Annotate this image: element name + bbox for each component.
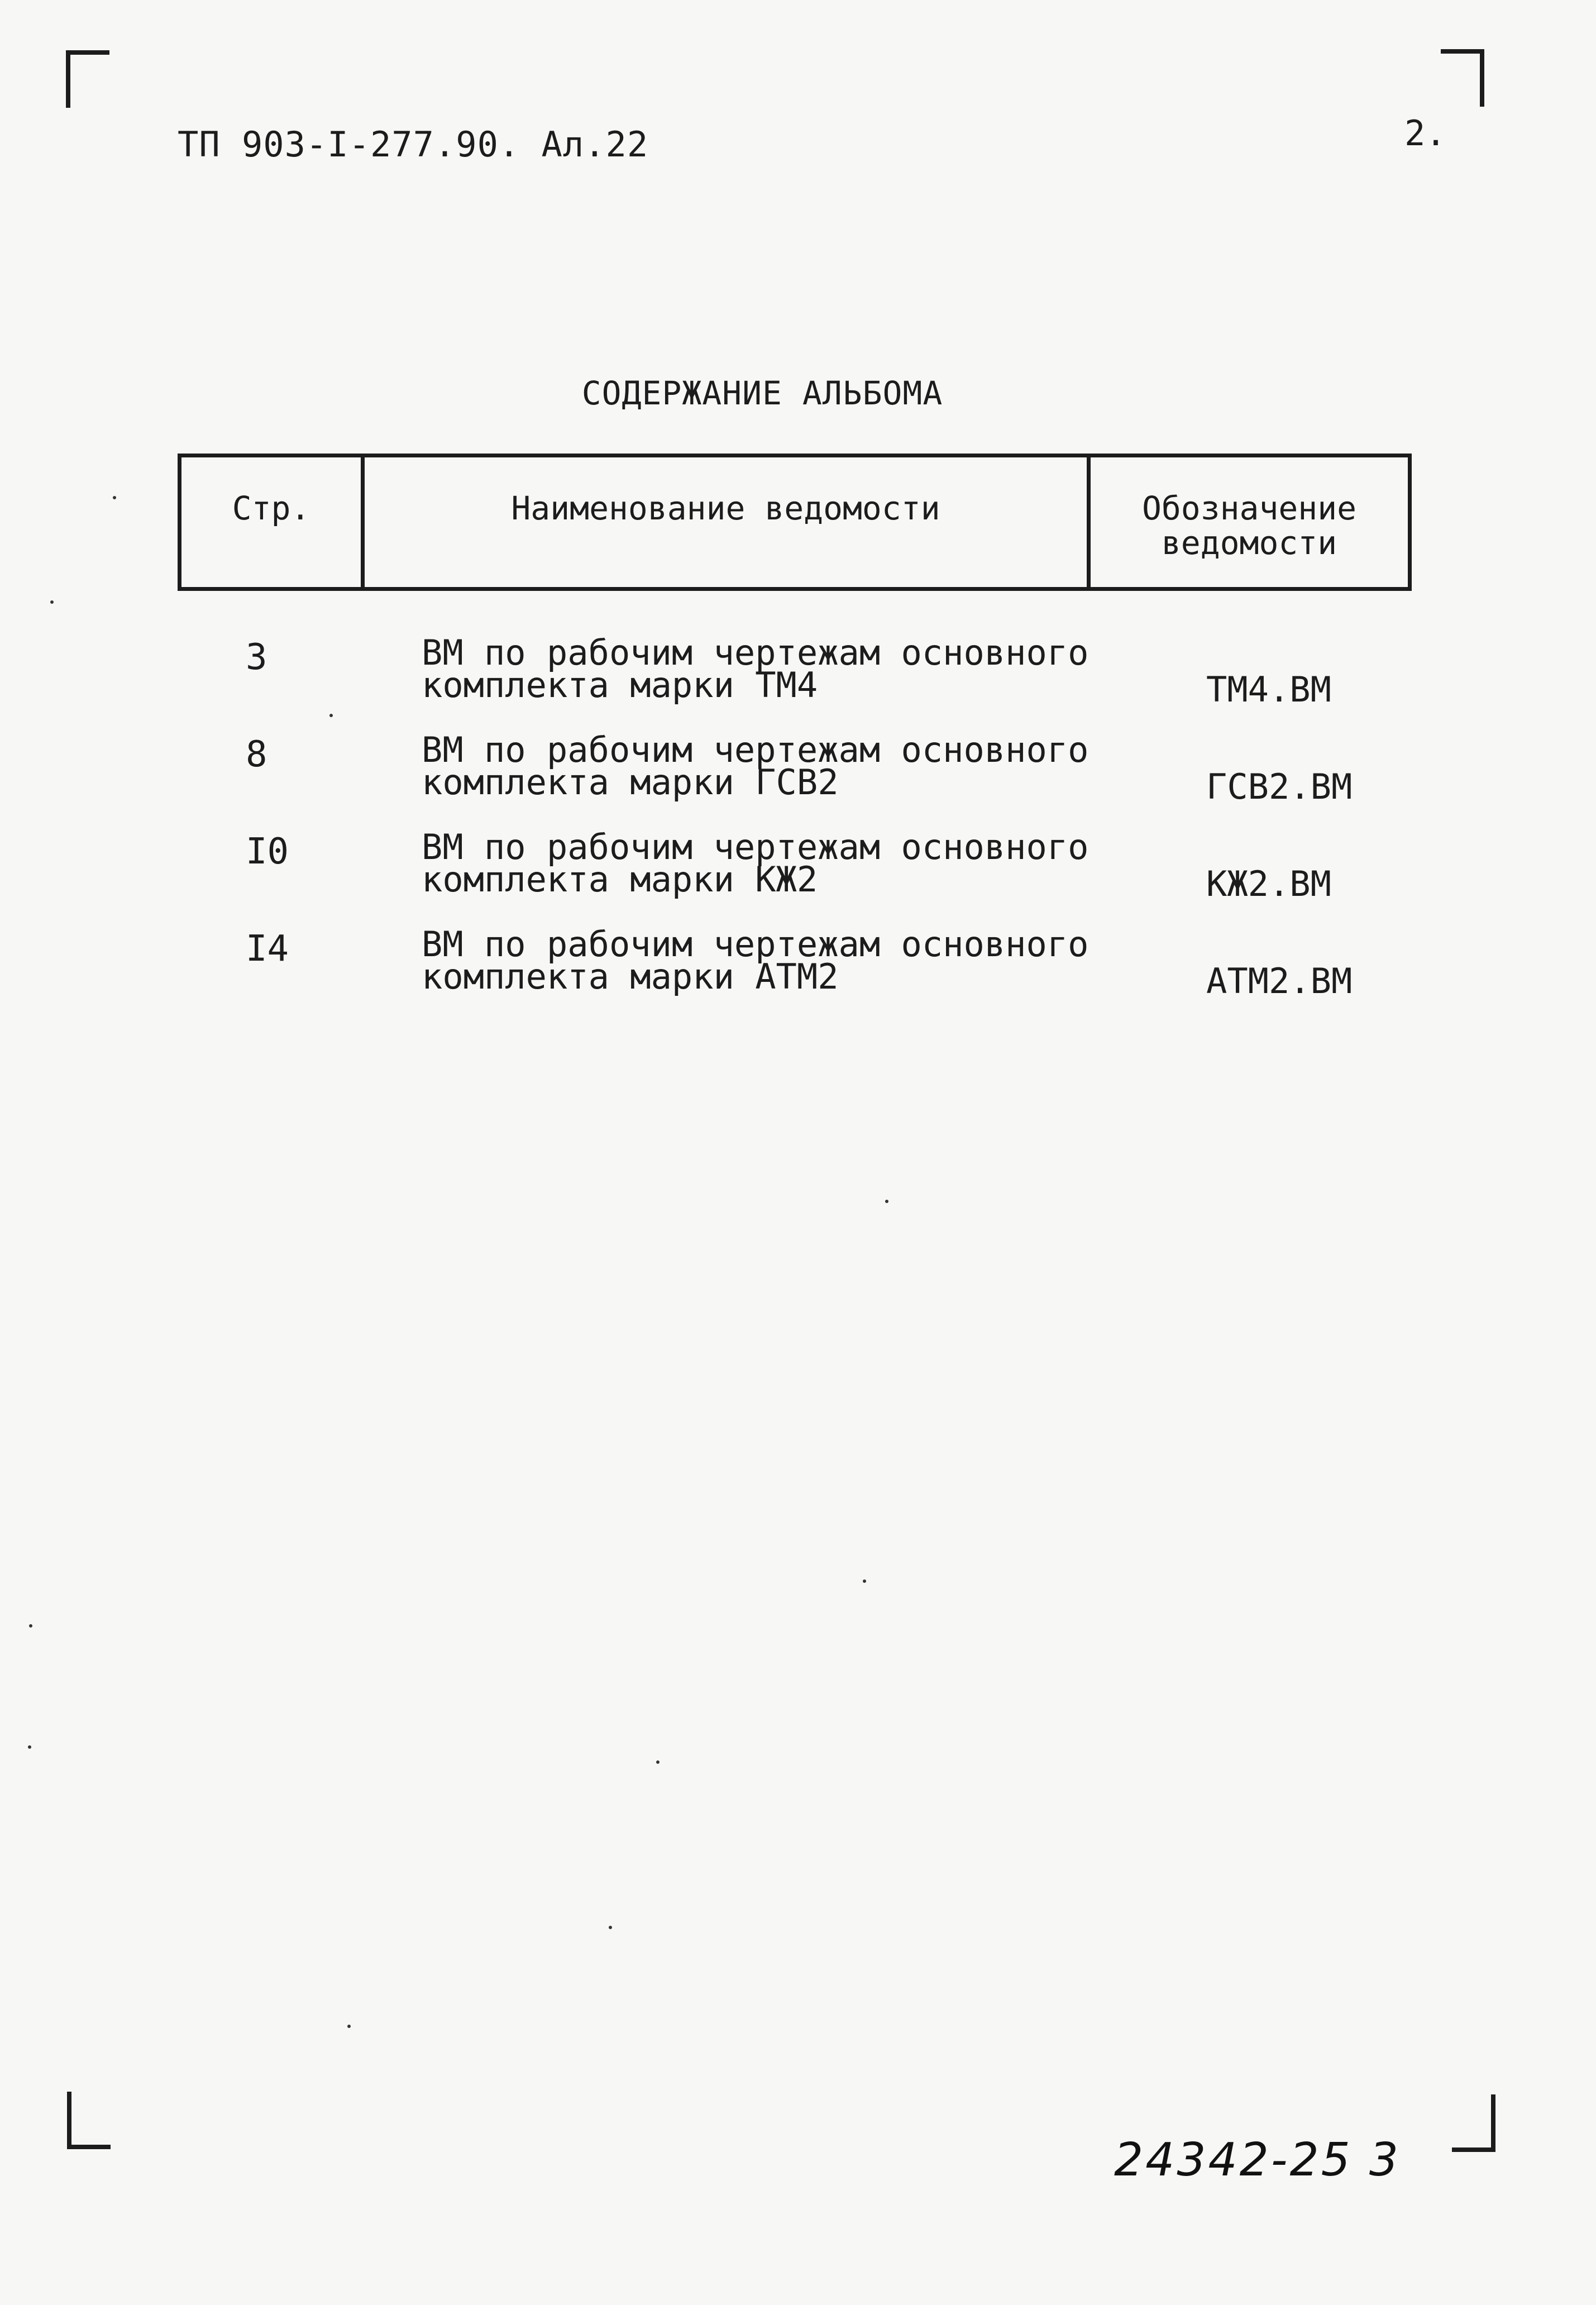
column-header-page: Стр. [181, 457, 365, 587]
scan-speck [113, 496, 116, 499]
scan-speck [885, 1200, 888, 1203]
row-page: I0 [246, 831, 289, 872]
corner-mark-top-left [66, 50, 109, 108]
row-name [422, 729, 1089, 803]
row-name [422, 827, 1089, 900]
scan-speck [863, 1579, 866, 1583]
scan-speck [609, 1926, 612, 1929]
row-name-line1: ВМ по рабочим чертежам основного [422, 827, 1089, 867]
handwritten-inventory-number: 24342-25 3 [1114, 2134, 1401, 2187]
column-header-code-line2: ведомости [1161, 524, 1337, 562]
row-name-line1: ВМ по рабочим чертежам основного [422, 632, 1089, 673]
row-name-line2: комплекта марки ГСВ2 [422, 762, 839, 803]
table-row [0, 827, 1596, 909]
table-header [178, 454, 1412, 591]
scan-speck [50, 600, 54, 604]
column-header-code [1091, 457, 1408, 587]
column-header-code-line1: Обозначение [1141, 489, 1357, 527]
row-page: 3 [246, 637, 267, 678]
scan-speck [656, 1760, 660, 1764]
row-name-line1: ВМ по рабочим чертежам основного [422, 924, 1089, 965]
row-name [422, 924, 1089, 997]
row-page: I4 [246, 928, 289, 970]
row-name-line2: комплекта марки АТМ2 [422, 956, 839, 997]
column-header-name: Наименование ведомости [365, 457, 1091, 587]
row-code: ТМ4.ВМ [1206, 669, 1331, 710]
scan-speck [329, 714, 333, 717]
document-code: ТП 903-I-277.90. Ал.22 [178, 124, 649, 165]
row-code: АТМ2.ВМ [1206, 961, 1353, 1001]
row-name-line2: комплекта марки КЖ2 [422, 859, 818, 900]
scan-speck [29, 1624, 32, 1628]
row-code: ГСВ2.ВМ [1206, 766, 1353, 807]
corner-mark-bottom-left [67, 2092, 111, 2149]
table-row [0, 632, 1596, 715]
corner-mark-top-right [1441, 49, 1484, 107]
page-title: СОДЕРЖАНИЕ АЛЬБОМА [581, 374, 943, 412]
table-row [0, 924, 1596, 1006]
row-page: 8 [246, 734, 267, 775]
row-code: КЖ2.ВМ [1206, 863, 1331, 904]
corner-mark-bottom-right [1452, 2094, 1495, 2152]
scan-speck [347, 2025, 351, 2028]
row-name-line2: комплекта марки ТМ4 [422, 665, 818, 705]
row-name-line1: ВМ по рабочим чертежам основного [422, 729, 1089, 770]
row-name [422, 632, 1089, 705]
table-row [0, 729, 1596, 812]
page-number: 2. [1404, 113, 1446, 154]
scan-speck [28, 1745, 31, 1749]
